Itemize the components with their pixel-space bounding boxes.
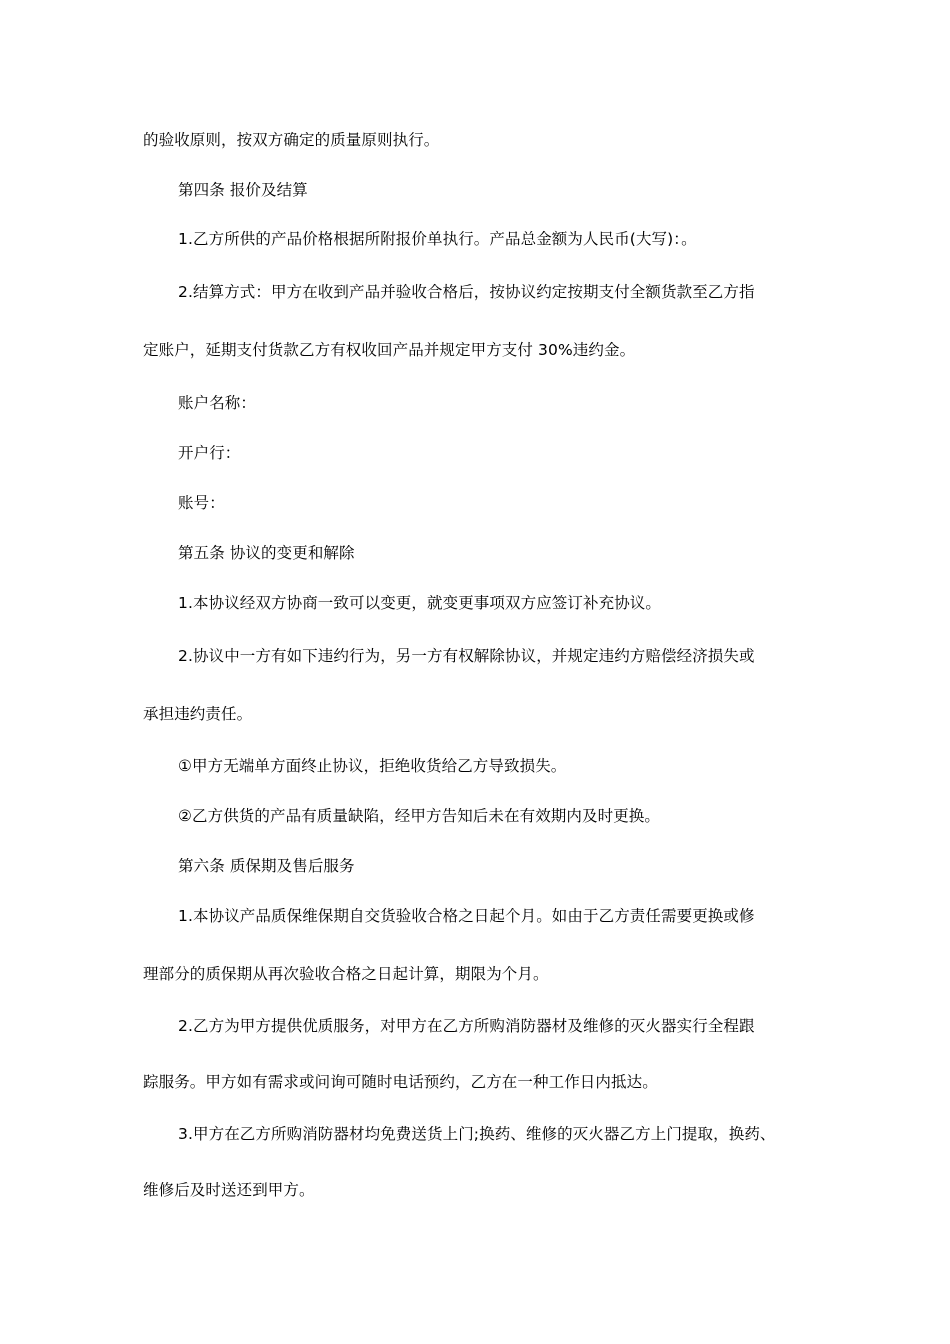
text-line: 账号：: [178, 494, 225, 512]
text-line: 定账户，延期支付货款乙方有权收回产品并规定甲方支付 30%违约金。: [143, 341, 636, 359]
text-line: 账户名称：: [178, 394, 257, 412]
text-line: 1.本协议产品质保维保期自交货验收合格之日起个月。如由于乙方责任需要更换或修: [178, 907, 755, 925]
text-line: 踪服务。甲方如有需求或问询可随时电话预约，乙方在一种工作日内抵达。: [143, 1073, 658, 1091]
text-line: 3.甲方在乙方所购消防器材均免费送货上门;换药、维修的灭火器乙方上门提取，换药、: [178, 1125, 776, 1143]
text-line: 1.乙方所供的产品价格根据所附报价单执行。产品总金额为人民币(大写)：。: [178, 230, 697, 248]
text-line: 维修后及时送还到甲方。: [143, 1181, 315, 1199]
section-heading: 第六条 质保期及售后服务: [178, 857, 355, 875]
text-line: ①甲方无端单方面终止协议，拒绝收货给乙方导致损失。: [178, 757, 567, 775]
text-line: 开户行：: [178, 444, 241, 462]
text-line: 2.结算方式：甲方在收到产品并验收合格后，按协议约定按期支付全额货款至乙方指: [178, 283, 755, 301]
text-line: 的验收原则，按双方确定的质量原则执行。: [143, 131, 440, 149]
text-line: 2.协议中一方有如下违约行为，另一方有权解除协议，并规定违约方赔偿经济损失或: [178, 647, 755, 665]
text-line: 2.乙方为甲方提供优质服务，对甲方在乙方所购消防器材及维修的灭火器实行全程跟: [178, 1017, 755, 1035]
text-line: 承担违约责任。: [143, 705, 253, 723]
text-line: 理部分的质保期从再次验收合格之日起计算，期限为个月。: [143, 965, 549, 983]
section-heading: 第五条 协议的变更和解除: [178, 544, 355, 562]
section-heading: 第四条 报价及结算: [178, 181, 308, 199]
text-line: 1.本协议经双方协商一致可以变更，就变更事项双方应签订补充协议。: [178, 594, 661, 612]
text-line: ②乙方供货的产品有质量缺陷，经甲方告知后未在有效期内及时更换。: [178, 807, 660, 825]
